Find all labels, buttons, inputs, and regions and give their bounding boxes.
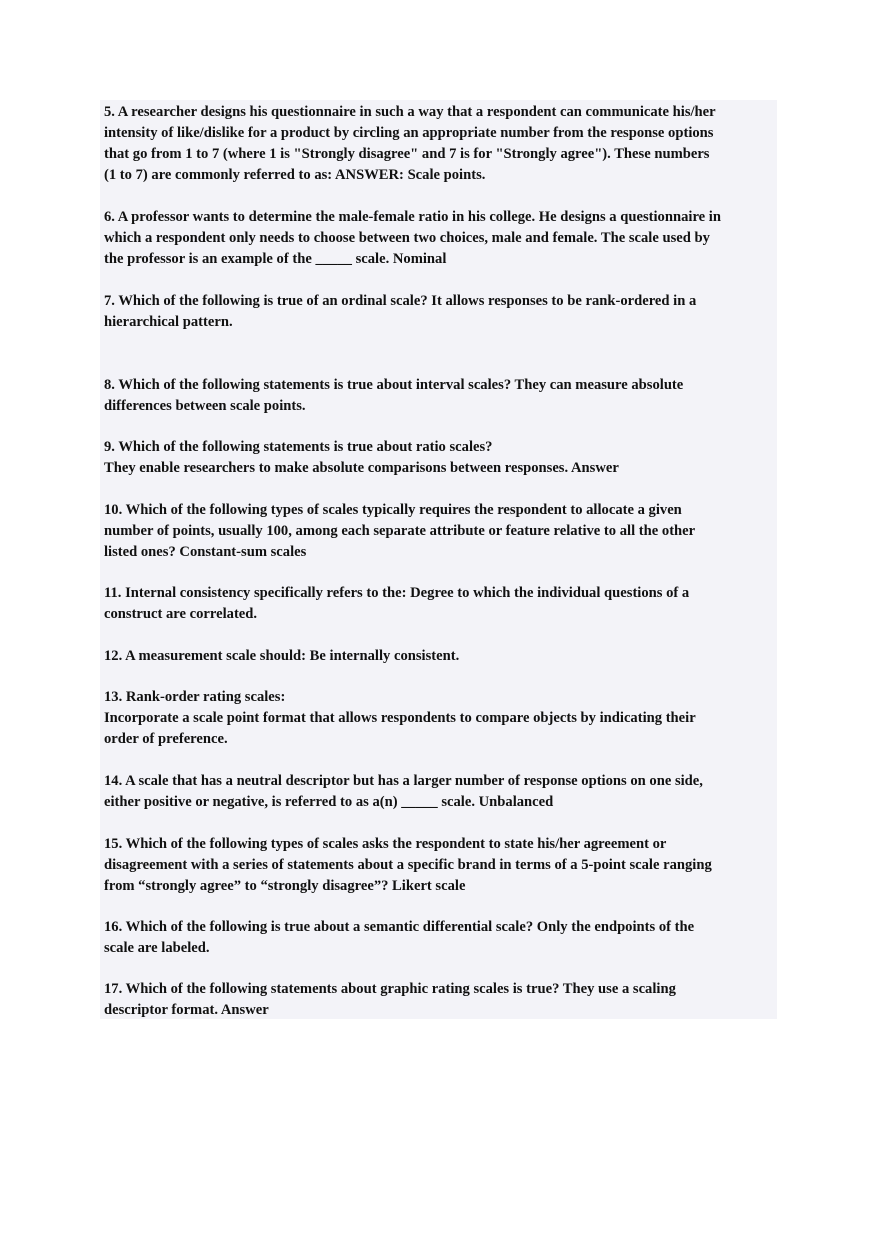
question-11: 11. Internal consistency specifically refers to the: Degree to which the individual questions of a construct are correlated. (104, 585, 690, 622)
question-9: 9. Which of the following statements is true about ratio scales? They enable researchers to make absolute comparisons between responses. Answer (104, 439, 619, 476)
question-16: 16. Which of the following is true about a semantic differential scale? Only the endpoints of the scale are labeled. (104, 919, 695, 956)
question-12: 12. A measurement scale should: Be internally consistent. (104, 648, 460, 664)
question-17: 17. Which of the following statements about graphic rating scales is true? They use a scaling descriptor format. Answer (104, 981, 676, 1018)
question-15: 15. Which of the following types of scales asks the respondent to state his/her agreement or disagreement with a series of statements about a specific brand in terms of a 5-point scale ranging from “strongly agree” to “strongly disagree”? Likert scale (104, 836, 712, 894)
question-8: 8. Which of the following statements is true about interval scales? They can measure absolute differences between scale points. (104, 377, 684, 414)
question-7: 7. Which of the following is true of an ordinal scale? It allows responses to be rank-ordered in a hierarchical pattern. (104, 293, 697, 330)
question-13: 13. Rank-order rating scales: Incorporate a scale point format that allows respondents to compare objects by indicating their order of preference. (104, 689, 696, 747)
question-14: 14. A scale that has a neutral descriptor but has a larger number of response options on one side, either positive or negative, is referred to as a(n) _____ scale. Unbalanced (104, 773, 703, 810)
question-10: 10. Which of the following types of scales typically requires the respondent to allocate a given number of points, usually 100, among each separate attribute or feature relative to all the other listed ones? Constant-sum scales (104, 502, 696, 560)
question-6: 6. A professor wants to determine the male-female ratio in his college. He designs a questionnaire in which a respondent only needs to choose between two choices, male and female. The scale used by the professor is an example of the _____ scale. Nominal (104, 209, 721, 267)
question-5: 5. A researcher designs his questionnaire in such a way that a respondent can communicate his/her intensity of like/dislike for a product by circling an appropriate number from the response options that go from 1 to 7 (where 1 is "Strongly disagree" and 7 is for "Strongly agree"). These numbers (1 to 7) are commonly referred to as: ANSWER: Scale points. (104, 104, 716, 183)
